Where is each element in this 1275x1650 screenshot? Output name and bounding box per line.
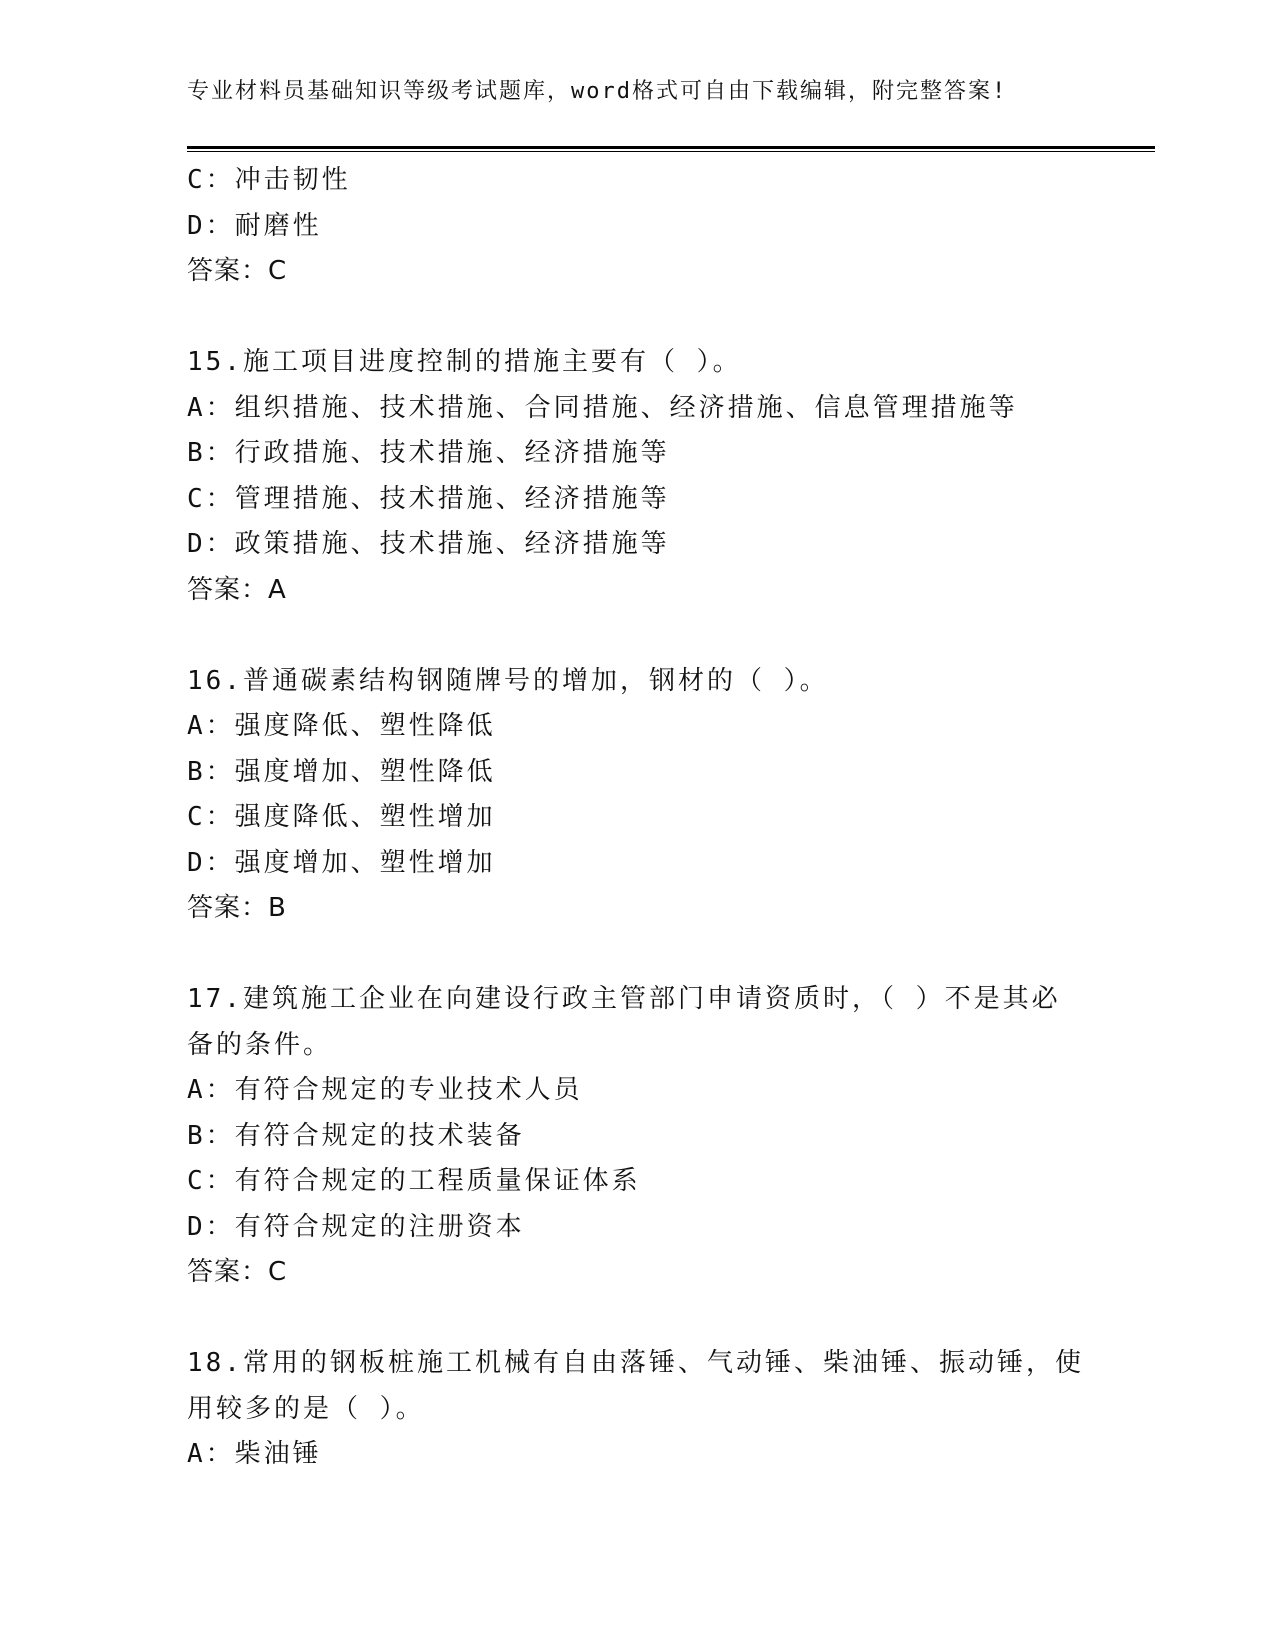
option-c: C：有符合规定的工程质量保证体系 [187,1166,641,1196]
option-b: B：有符合规定的技术装备 [187,1120,525,1151]
option-a: A：柴油锤 [187,1439,322,1469]
option-c: C：管理措施、技术措施、经济措施等 [187,483,670,514]
question-stem-line-2: 用较多的是（ ）。 [187,1393,425,1424]
question-list [187,158,1087,1478]
option-b: B：强度增加、塑性降低 [187,756,496,787]
spacer [187,932,1087,978]
option-b: B：行政措施、技术措施、经济措施等 [187,438,670,468]
divider-thin-line [187,151,1155,152]
spacer [187,613,1087,659]
answer: 答案：B [187,893,287,923]
option-d: D：政策措施、技术措施、经济措施等 [187,529,670,559]
option-a: A：组织措施、技术措施、合同措施、经济措施、信息管理措施等 [187,392,1018,423]
question-stem-line-1: 17.建筑施工企业在向建设行政主管部门申请资质时，（ ）不是其必 [187,984,1061,1014]
option-d: D：强度增加、塑性增加 [187,847,496,878]
option-d: D：有符合规定的注册资本 [187,1211,525,1242]
answer: 答案：A [187,574,287,605]
question-17 [187,977,1087,1296]
answer: 答案：C [187,256,288,286]
question-stem: 15.施工项目进度控制的措施主要有（ ）。 [187,347,742,377]
option-d: D：耐磨性 [187,210,322,241]
question-stem: 16.普通碳素结构钢随牌号的增加，钢材的（ ）。 [187,665,829,696]
question-16 [187,659,1087,932]
divider-thick-line [187,146,1155,149]
page-header: 专业材料员基础知识等级考试题库，word格式可自由下载编辑，附完整答案! [187,79,1008,104]
question-14-tail [187,158,1087,295]
question-18 [187,1341,1087,1478]
option-c: C：强度降低、塑性增加 [187,802,496,832]
question-stem-line-2: 备的条件。 [187,1029,333,1060]
question-15 [187,340,1087,613]
option-c: C：冲击韧性 [187,165,351,195]
question-stem-line-1: 18.常用的钢板桩施工机械有自由落锤、气动锤、柴油锤、振动锤，使 [187,1348,1084,1378]
spacer [187,1296,1087,1342]
option-a: A：有符合规定的专业技术人员 [187,1075,583,1105]
option-a: A：强度降低、塑性降低 [187,711,496,741]
answer: 答案：C [187,1257,288,1287]
spacer [187,295,1087,341]
header-divider [187,146,1155,152]
